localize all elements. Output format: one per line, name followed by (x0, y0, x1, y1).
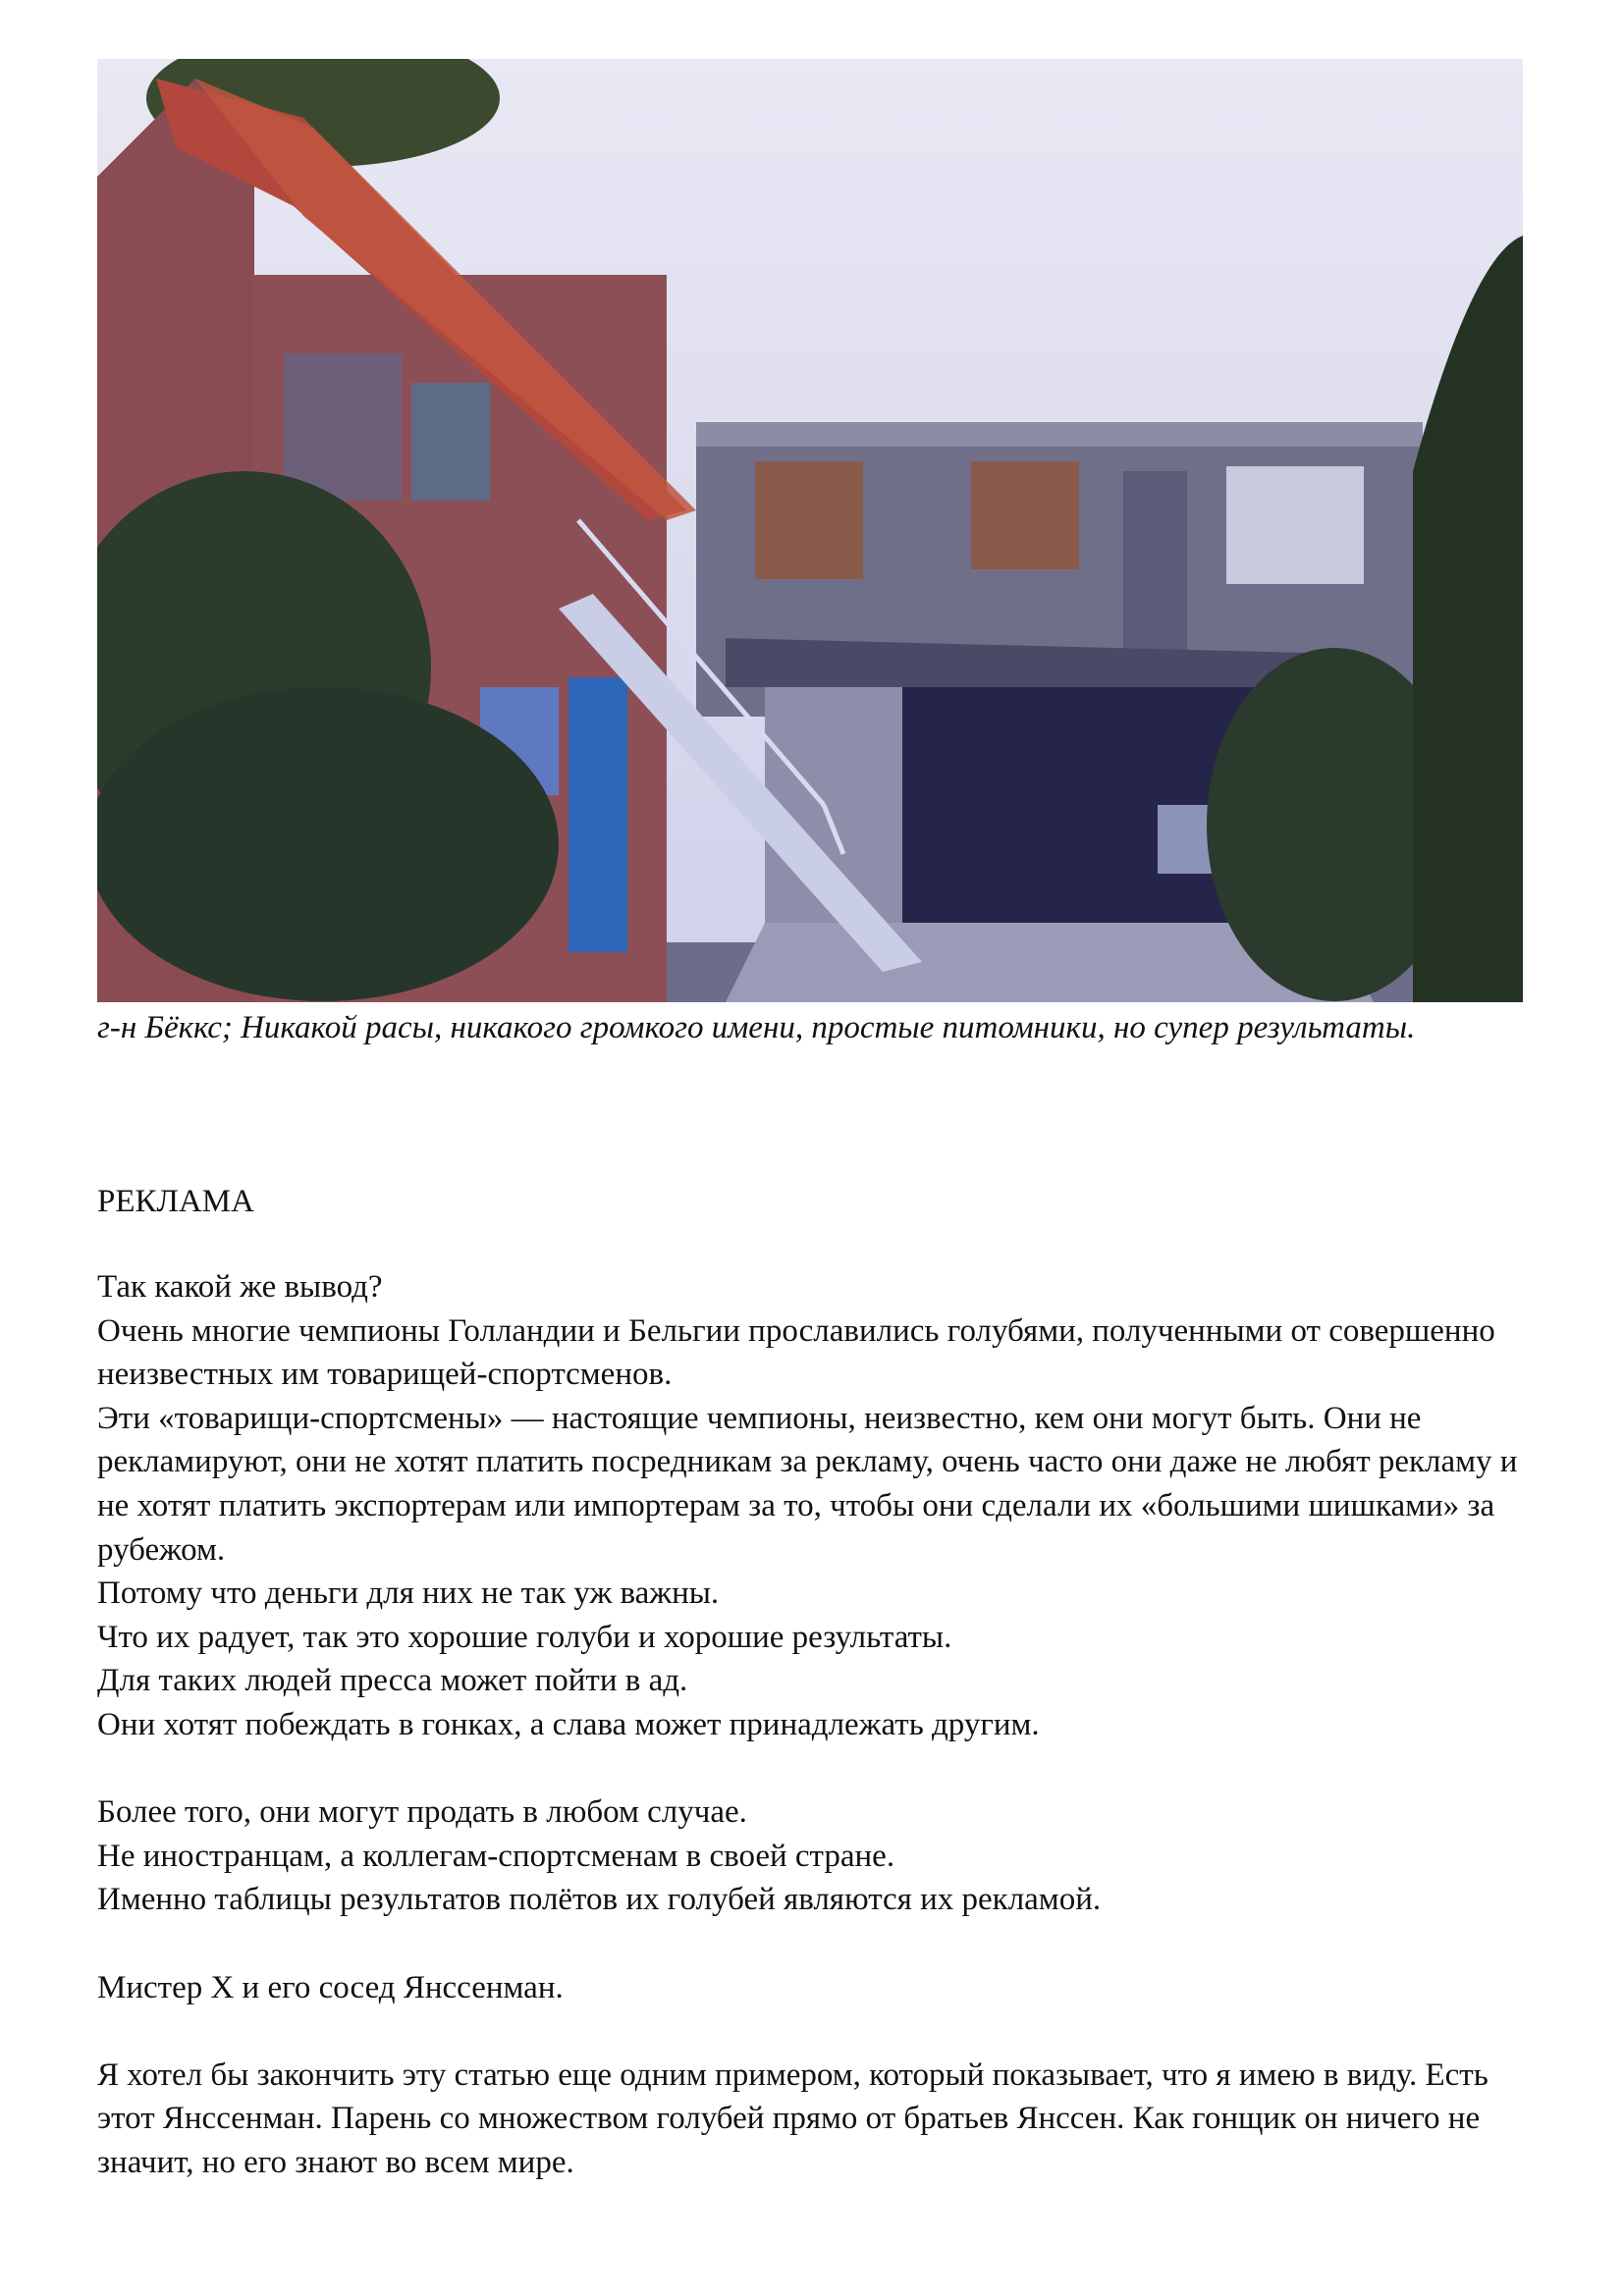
paragraph-line: Именно таблицы результатов полётов их голубей являются их рекламой. (97, 1882, 1102, 1918)
paragraph-line: Более того, они могут продать в любом случае. (97, 1794, 747, 1831)
paragraph-line: Я хотел бы закончить эту статью еще одним примером, который показывает, что я имею в виду. Есть этот Янссенман. Парень со множеством голубей прямо от братьев Янссен. Как гонщик он ничего не значит, но его знают во всем мире. (97, 2056, 1489, 2180)
article-body (97, 1265, 1541, 2184)
paragraph-line: Не иностранцам, а коллегам-спортсменам в своей стране. (97, 1838, 895, 1874)
loft-building-photo (97, 59, 1523, 1002)
paragraph-line: Для таких людей пресса может пойти в ад. (97, 1663, 688, 1699)
paragraph-line: Так какой же вывод? (97, 1269, 383, 1305)
section-heading: РЕКЛАМА (97, 1184, 254, 1219)
subheading: Мистер Х и его сосед Янссенман. (97, 1969, 564, 2005)
paragraph-line: Они хотят побеждать в гонках, а слава может принадлежать другим. (97, 1706, 1040, 1742)
photo-caption: г-н Бёккс; Никакой расы, никакого громкого имени, простые питомники, но супер результаты. (97, 1010, 1416, 1045)
paragraph-line: Что их радует, так это хорошие голуби и хорошие результаты. (97, 1619, 952, 1655)
paragraph-line: Очень многие чемпионы Голландии и Бельгии прославились голубями, полученными от совершенно неизвестных им товарищей-спортсменов. (97, 1312, 1495, 1393)
article-photo (97, 59, 1523, 1002)
paragraph-spacer (97, 1747, 1541, 1791)
paragraph-spacer (97, 2009, 1541, 2054)
paragraph-line: Потому что деньги для них не так уж важны. (97, 1575, 720, 1612)
paragraph-line: Эти «товарищи-спортсмены» — настоящие чемпионы, неизвестно, кем они могут быть. Они не рекламируют, они не хотят платить посредникам за рекламу, очень часто они даже не любят рекламу и не хотят платить экспортерам или импортерам за то, чтобы они сделали их «большими шишками» за рубежом. (97, 1400, 1518, 1568)
paragraph-spacer (97, 1922, 1541, 1966)
